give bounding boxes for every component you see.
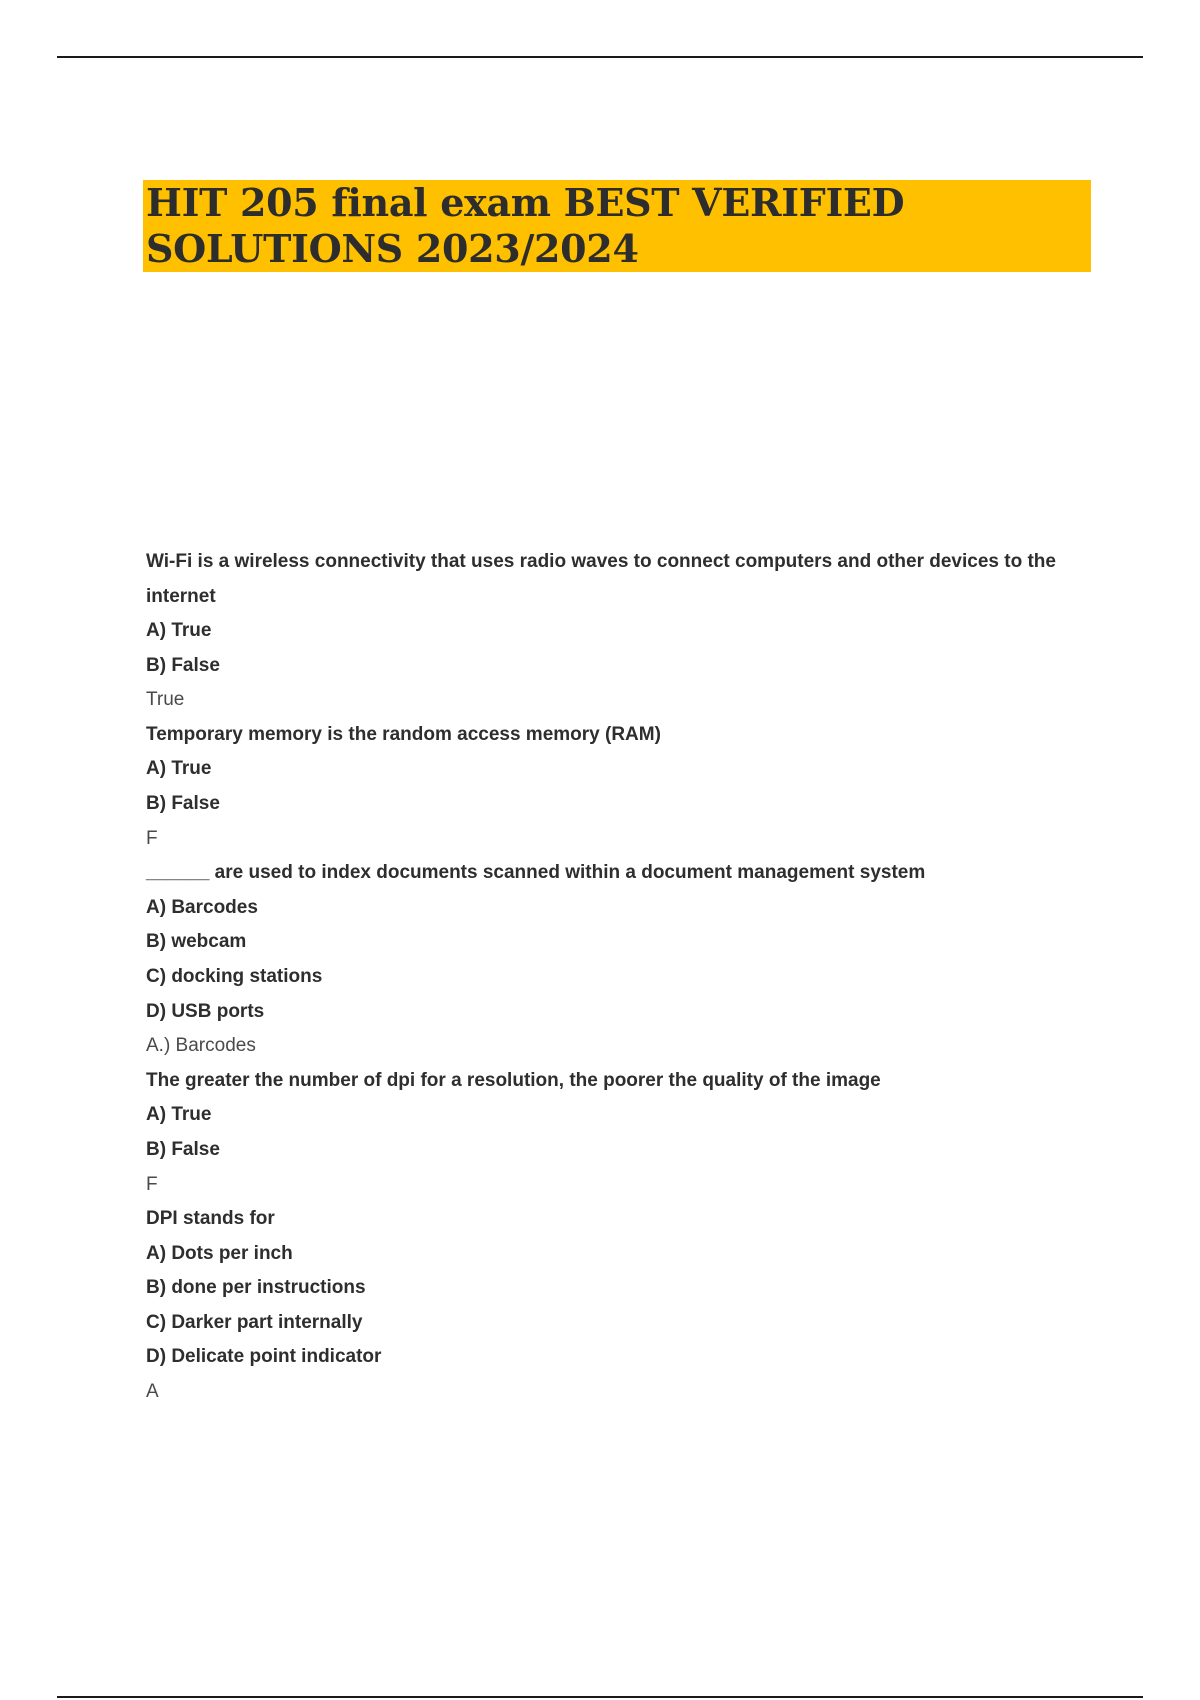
question-item [146,544,1086,718]
question-text: ______ are used to index documents scanned within a document management system [146,862,926,884]
answer-option: A) Dots per inch [146,1242,293,1264]
title-line-1: HIT 205 final exam BEST VERIFIED [146,180,905,225]
answer-option: C) docking stations [146,965,323,987]
answer-option: A) True [146,620,212,641]
answer-option: A) Barcodes [146,896,258,918]
document-title [146,180,1091,272]
question-text: Temporary memory is the random access memory (RAM) [146,723,661,745]
title-banner [143,180,1091,272]
question-item [146,856,1086,1064]
answer-option: D) Delicate point indicator [146,1346,382,1368]
correct-answer: A.) Barcodes [146,1035,256,1057]
title-line-2: SOLUTIONS 2023/2024 [146,226,639,271]
question-text: The greater the number of dpi for a resolution, the poorer the quality of the image [146,1069,881,1091]
correct-answer: True [146,689,185,711]
answer-option: B) False [146,792,220,814]
answer-option: B) False [146,654,220,676]
correct-answer: F [146,827,158,849]
correct-answer: A [146,1381,159,1403]
question-list [146,544,1086,1410]
question-item [146,1064,1086,1202]
answer-option: B) False [146,1138,220,1160]
answer-option: B) done per instructions [146,1277,366,1299]
header-rule [57,56,1143,58]
question-item [146,1202,1086,1410]
answer-option: D) USB ports [146,1000,265,1022]
question-text: DPI stands for [146,1208,275,1230]
question-text: Wi-Fi is a wireless connectivity that uses radio waves to connect computers and other devices to the internet [146,551,1056,607]
correct-answer: F [146,1173,158,1195]
answer-option: A) True [146,1104,212,1126]
answer-option: C) Darker part internally [146,1311,363,1333]
question-item [146,718,1086,856]
footer-rule [57,1696,1143,1698]
answer-option: B) webcam [146,931,247,953]
answer-option: A) True [146,758,212,780]
